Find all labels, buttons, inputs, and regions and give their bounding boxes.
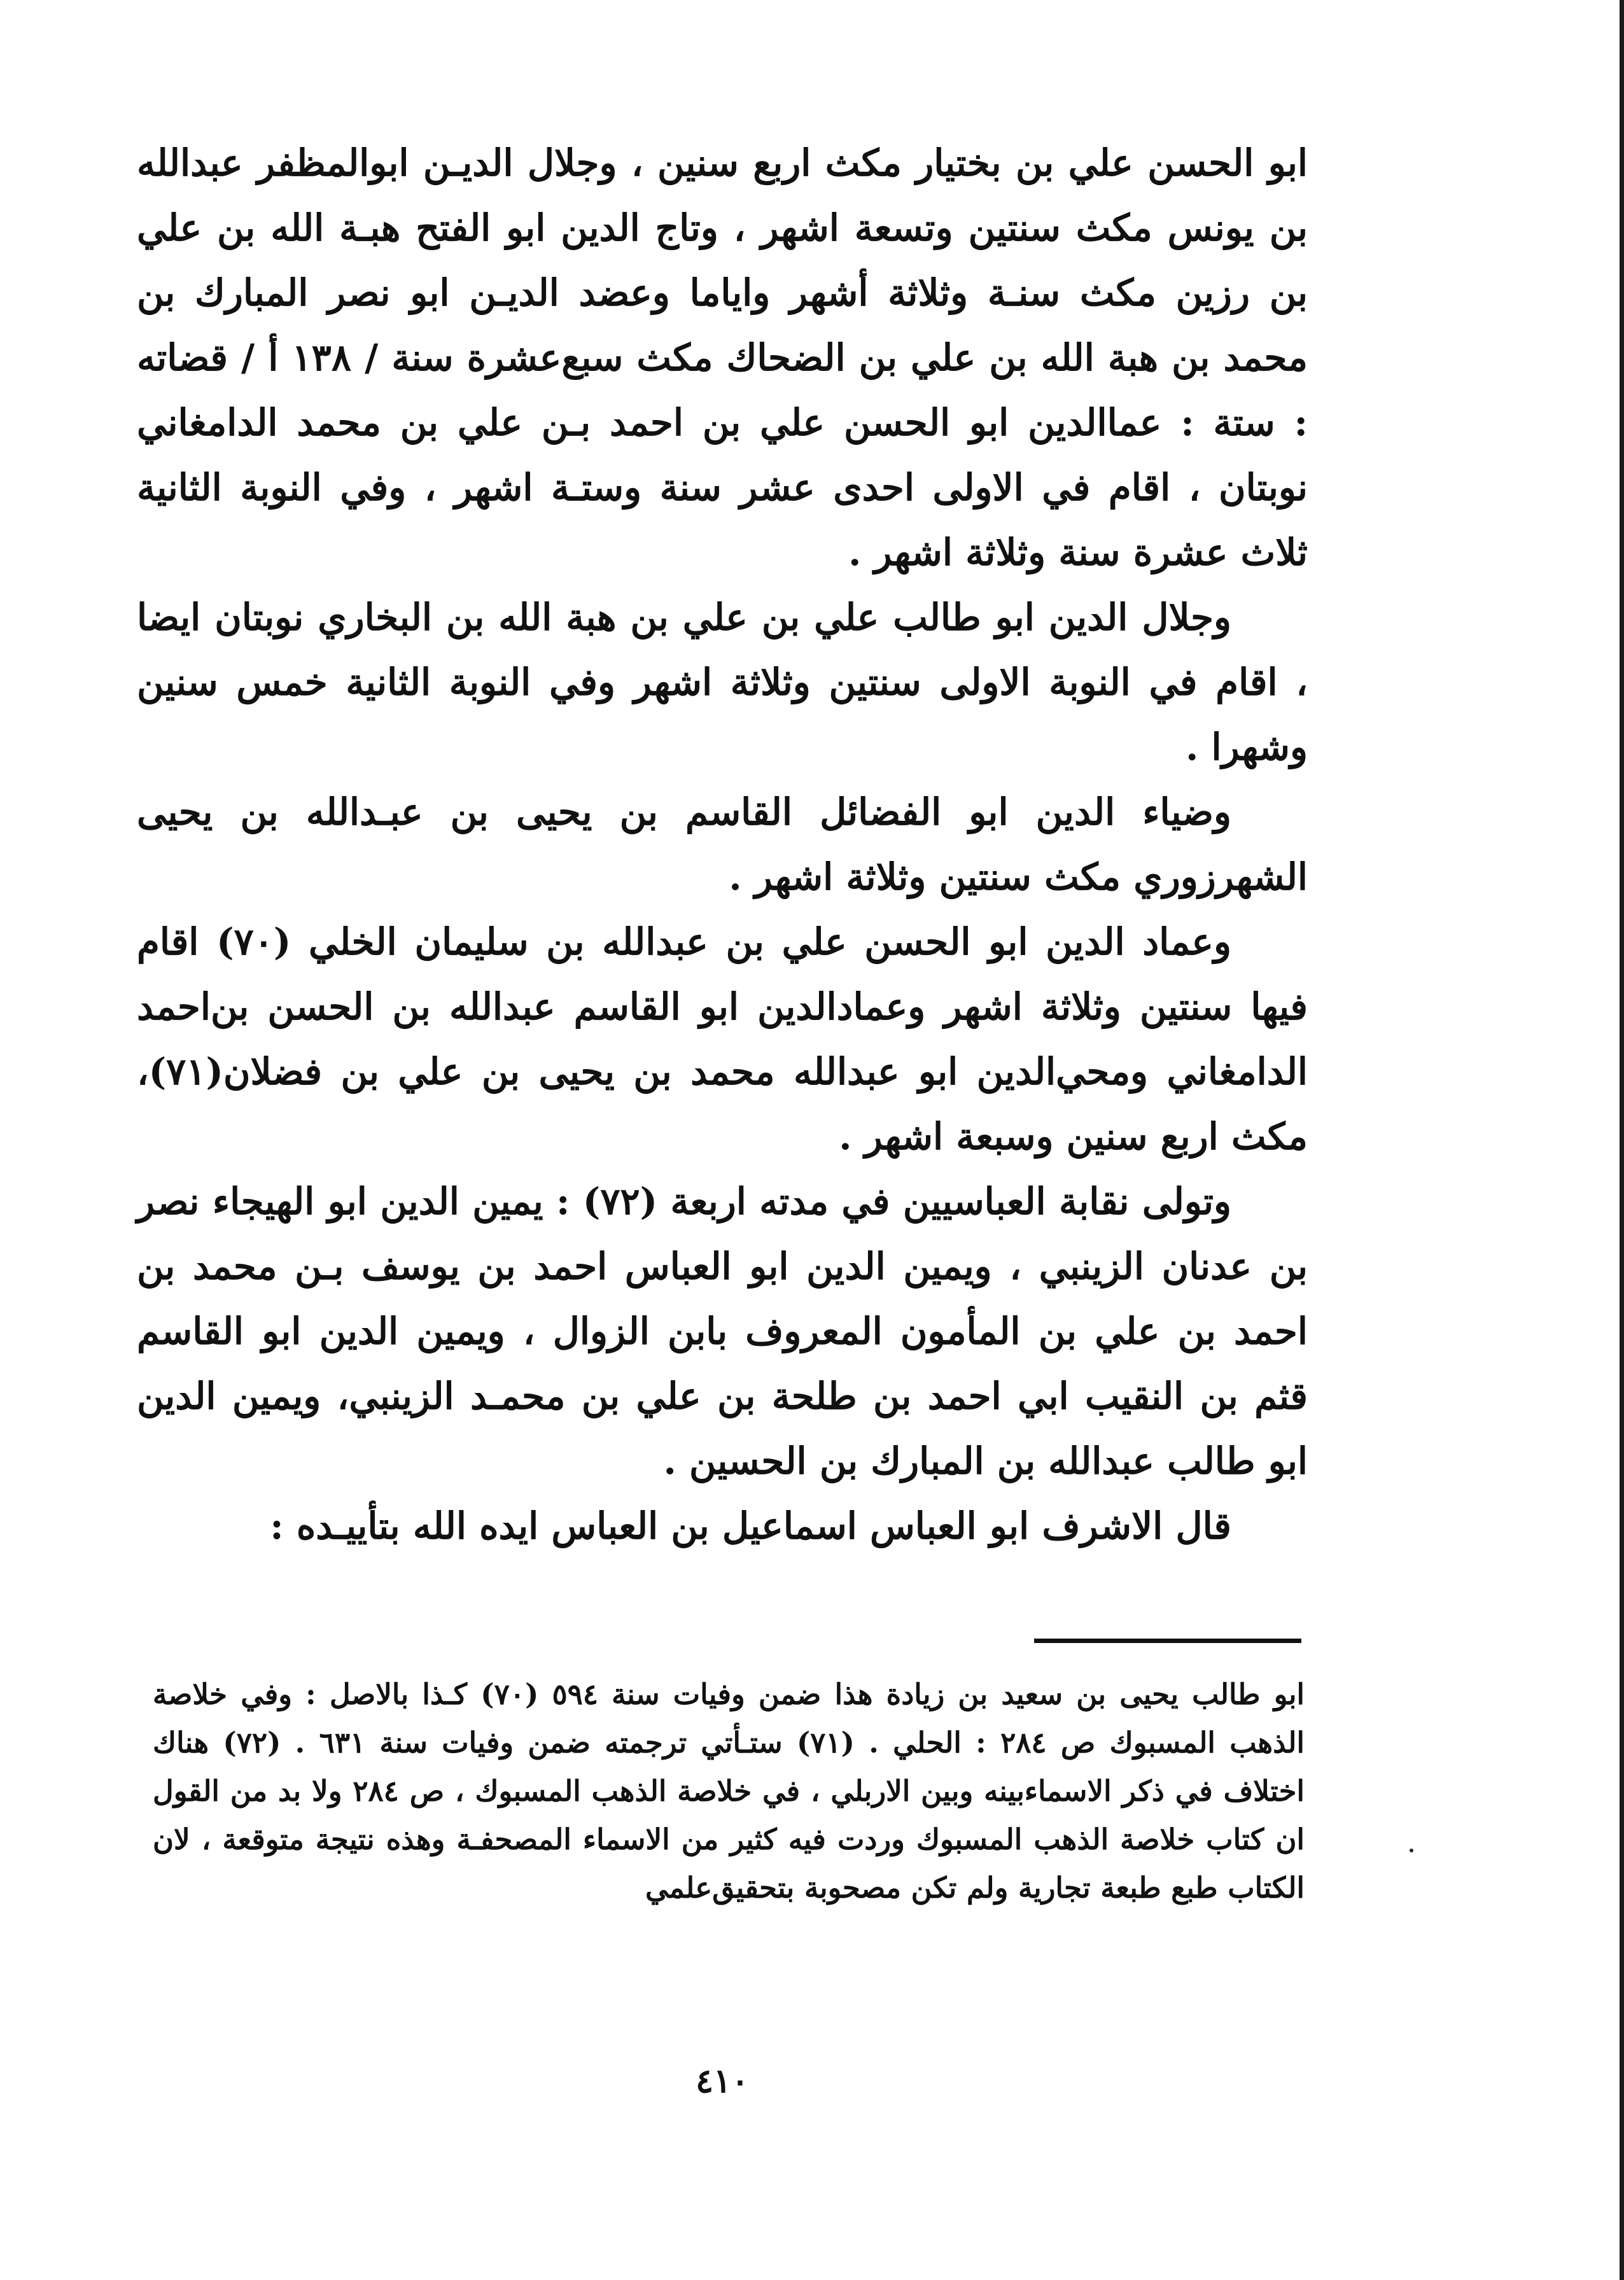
page-content (137, 130, 1308, 1558)
paragraph: قال الاشرف ابو العباس اسماعيل بن العباس ايده الله بتأييـده : (270, 1504, 1231, 1548)
footnotes (153, 1670, 1305, 1912)
main-text (137, 130, 1308, 1558)
footnote-separator (1034, 1639, 1301, 1643)
page-number: ٤١٠ (696, 2062, 749, 2101)
paragraph: وتولى نقابة العباسيين في مدته اربعة (٧٢) : يمين الدين ابو الهيجاء نصر بن عدنان الزينبي ، ويمين الدين ابو العباس احمد بن يوسف بـن محمد بن احمد بن علي بن المأمون المعروف بابن الزوال ، ويمين الدين ابو القاسم قثم بن النقيب ابي احمد بن طلحة بن علي بن محمـد الزينبي، ويمين الدين ابو طالب عبدالله بن المبارك بن الحسين . (137, 1180, 1308, 1483)
paragraph: وعماد الدين ابو الحسن علي بن عبدالله بن سليمان الخلي (٧٠) اقام فيها سنتين وثلاثة اشهر وعمادالدين ابو القاسم عبدالله بن الحسن بن‌احمد الدامغاني ومحي‌الدين ابو عبدالله محمد بن يحيى بن علي بن فضلان(٧١)، مكث اربع سنين وسبعة اشهر . (137, 920, 1308, 1158)
paragraph: وضياء الدين ابو الفضائل القاسم بن يحيى بن عبـدالله بن يحيى الشهرزوري مكث سنتين وثلاثة اشهر . (137, 790, 1308, 899)
paragraph: وجلال الدين ابو طالب علي بن علي بن هبة الله بن البخاري نوبتان ايضا ، اقام في النوبة الاولى سنتين وثلاثة اشهر وفي النوبة الثانية خمس سنين وشهرا . (137, 596, 1308, 769)
page-right-edge (1620, 0, 1624, 2280)
footnote-text: ابو طالب يحيى بن سعيد بن زيادة هذا ضمن وفيات سنة ٥٩٤ (٧٠) كـذا بالاصل : وفي خلاصة الذهب المسبوك ص ٢٨٤ : الحلي . (٧١) ستـأتي ترجمته ضمن وفيات سنة ٦٣١ . (٧٢) هناك اختلاف في ذكر الاسماءبينه وبين الاربلي ، في خلاصة الذهب المسبوك ، ص ٢٨٤ ولا بد من القول ان كتاب خلاصة الذهب المسبوك وردت فيه كثير من الاسماء المصحفـة وهذه نتيجة متوقعة ، لان الكتاب طبع طبعة تجارية ولم تكن مصحوبة بتحقيق‌علمي (153, 1677, 1305, 1905)
paragraph: ابو الحسن علي بن بختيار مكث اربع سنين ، وجلال الديـن ابوالمظفر عبدالله بن يونس مكث سنتين وتسعة اشهر ، وتاج الدين ابو الفتح هبـة الله بن علي بن رزين مكث سنـة وثلاثة أشهر واياما وعضد الديـن ابو نصر المبارك بن محمد بن هبة الله بن علي بن الضحاك مكث سبع‌عشرة سنة / ١٣٨ أ / قضاته : ستة : عماالدين ابو الحسن علي بن احمد بـن علي بن محمد الدامغاني نوبتان ، اقام في الاولى احدى عشر سنة وستـة اشهر ، وفي النوبة الثانية ثلاث عشرة سنة وثلاثة اشهر . (137, 141, 1308, 574)
scan-speck (1410, 1849, 1413, 1852)
